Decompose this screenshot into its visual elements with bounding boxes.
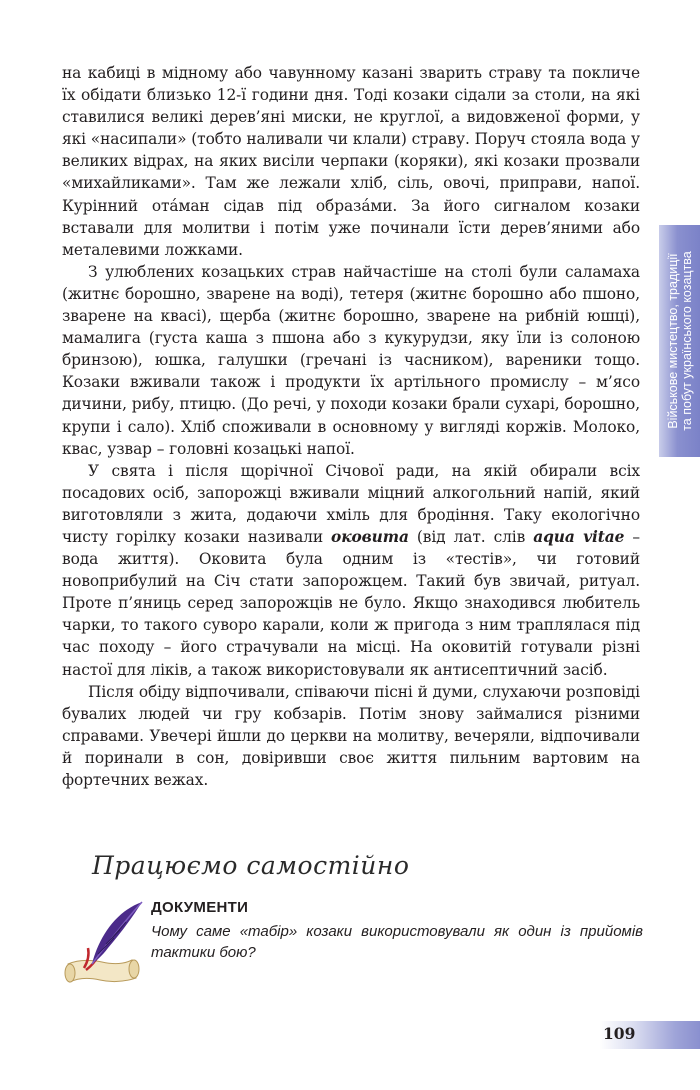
paragraph-3-text-1: У свята і після щорічної Січової ради, на якій обирали всіх посадових осіб, запорожці вживали міцний алкогольний напій, який виготовляли з жита, додаючи хміль для бродіння. Таку екологічно чисту горілку козаки називали xyxy=(62,461,640,546)
paragraph-1: на кабиці в мідному або чавунному казані зварить страву та покличе їх обідати близько 12-ї години дня. Тоді козаки сідали за столи, на які ставилися великі дерев’яні миски, не круглої, а видовженої форми, у які «насипали» (тобто наливали чи клали) страву. Поруч стояла вода у великих відрах, на яких висіли черпаки (коряки), які козаки прозвали «михайликами». Там же лежали хліб, сіль, овочі, приправи, напої. Курінний ота́ман сідав під образа́ми. За його сигналом козаки вставали для молитви і потім уже починали їсти дерев’яними або металевими ложками. xyxy=(62,64,640,259)
paragraph-3 xyxy=(62,460,640,681)
chapter-title-line-1: Військове мистецтво, традиції xyxy=(665,253,680,429)
documents-question: Чому саме «табір» козаки використовували як один із прийомів тактики бою? xyxy=(151,923,643,961)
term-okovyta: оковита xyxy=(331,527,409,546)
chapter-side-tab xyxy=(659,225,700,457)
paragraph-3-text-2: (від лат. слів xyxy=(408,527,534,546)
paragraph-4: Після обіду відпочивали, співаючи пісні й думи, слухаючи розповіді бувалих людей чи гру кобзарів. Потім знову займалися різними справами. Увечері йшли до церкви на молитву, вечеряли, відпочивали й поринали в сон, довіривши своє життя пильним вартовим на фортечних вежах. xyxy=(62,682,640,789)
page-number: 109 xyxy=(603,1024,636,1043)
section-heading: Працюємо самостійно xyxy=(92,851,410,880)
chapter-title xyxy=(666,251,694,431)
paragraph-3-text-3: – вода життя). Оковита була одним із «тестів», чи готовий новоприбулий на Січ стати запорожцем. Такий був звичай, ритуал. Проте п’яниць серед запорожців не було. Якщо знаходився любитель чарки, то такого суворо карали, коли ж пригода з ним траплялася під час походу – його страчували на місці. На оковитій готували різні настої для ліків, а також використовували як антисептичний засіб. xyxy=(62,527,641,679)
quill-scroll-icon xyxy=(62,898,144,988)
term-aqua-vitae: aqua vitae xyxy=(533,527,625,546)
paragraph-2: З улюблених козацьких страв найчастіше на столі були саламаха (житнє борошно, зварене на воді), тетеря (житнє борошно або пшоно, зварене на квасі), щерба (житнє борошно, зварене на рибній юшці), мамалига (густа каша з пшона або з кукурудзи, яку їли із солоною бринзою), юшка, галушки (гречані із часником), вареники тощо. Козаки вживали також і продукти їх артільного промислу – м’ясо дичини, рибу, птицю. (До речі, у походи козаки брали сухарі, борошно, крупи і сало). Хліб споживали в основному у вигляді коржів. Молоко, квас, узвар – головні козацькі напої. xyxy=(62,262,640,458)
main-text xyxy=(62,62,640,791)
chapter-title-line-2: та побут українського козацтва xyxy=(679,251,694,431)
documents-title: ДОКУМЕНТИ xyxy=(151,899,249,916)
